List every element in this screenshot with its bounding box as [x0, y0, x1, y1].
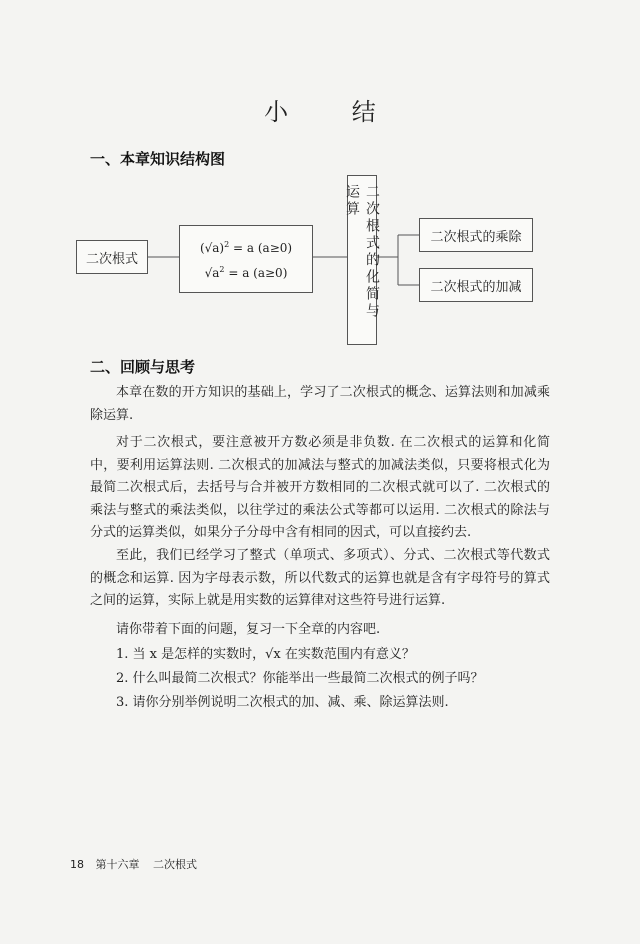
section-heading-structure: 一、本章知识结构图: [90, 150, 226, 168]
formula2-rest: = a (a≥0): [224, 266, 288, 280]
page-footer: [70, 856, 197, 872]
node-multiply-divide: 二次根式的乘除: [419, 218, 533, 252]
paragraph-radical-rules: 对于二次根式，要注意被开方数必须是非负数. 在二次根式的运算和化简中，要利用运算法则. 二次根式的加减法与整式的加减法类似，只要将根式化为最简二次根式后，去括号与合并被开方数相同的二次根式就可以了. 二次根式的乘法与整式的乘法类似，以往学过的乘法公式等都可以运用. 二次根式的除法与分式的运算类似，如果分子分母中含有相同的因式，可以直接约去.: [90, 435, 550, 540]
paragraph-intro: 本章在数的开方知识的基础上，学习了二次根式的概念、运算法则和加减乘除运算.: [90, 385, 550, 423]
node-properties-formulas: [179, 225, 313, 293]
question-1: 1. 当 x 是怎样的实数时，√x 在实数范围内有意义？: [116, 647, 415, 662]
paragraph-algebraic-expressions: 至此，我们已经学习了整式（单项式、多项式）、分式、二次根式等代数式的概念和运算. 因为字母表示数，所以代数式的运算也就是含有字母符号的算式之间的运算，实际上就是用实数的运算律对这些符号进行运算.: [90, 548, 550, 608]
page-number: 18: [70, 858, 84, 871]
knowledge-structure-connectors: [0, 0, 640, 360]
question-3: 3. 请你分别举例说明二次根式的加、减、乘、除运算法则.: [116, 695, 449, 710]
chapter-number: 第十六章: [95, 858, 140, 871]
node-add-subtract: 二次根式的加减: [419, 268, 533, 302]
page-title: 小 结: [264, 98, 404, 126]
formula2-base: √a: [204, 266, 220, 280]
formula-root-of-square: [205, 259, 288, 284]
chapter-title: 二次根式: [153, 858, 197, 871]
formula1-base: (√a): [199, 241, 225, 255]
node-quadratic-radical: 二次根式: [76, 240, 148, 274]
formula-square-of-root: [200, 234, 292, 259]
formula1-rest: = a (a≥0): [229, 241, 293, 255]
formula1-exponent: 2: [224, 240, 230, 249]
node-simplify-operations: 二次根式的化简与运算: [347, 175, 377, 345]
paragraph-review-prompt: 请你带着下面的问题，复习一下全章的内容吧.: [116, 622, 381, 637]
section-heading-review: 二、回顾与思考: [90, 358, 196, 376]
formula2-exponent: 2: [219, 265, 225, 274]
question-2: 2. 什么叫最简二次根式？你能举出一些最简二次根式的例子吗？: [116, 671, 484, 686]
